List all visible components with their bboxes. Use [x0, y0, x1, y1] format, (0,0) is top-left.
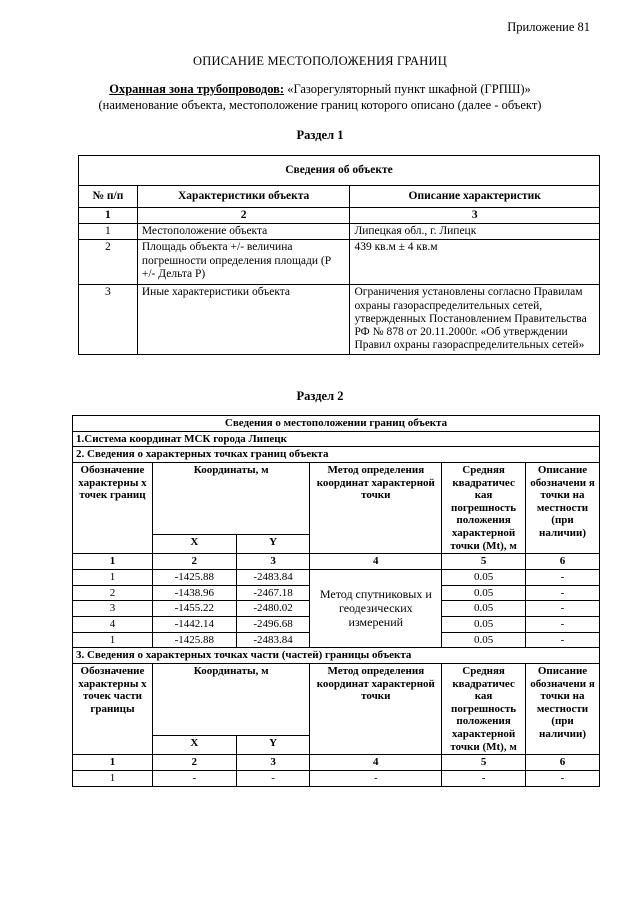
point-accuracy: 0.05 — [442, 616, 526, 632]
row-characteristic: Местоположение объекта — [137, 224, 350, 240]
row-characteristic: Иные характеристики объекта — [137, 285, 350, 354]
point-x: -1425.88 — [152, 632, 236, 648]
point-accuracy: 0.05 — [442, 570, 526, 586]
document-title: ОПИСАНИЕ МЕСТОПОЛОЖЕНИЯ ГРАНИЦ — [193, 54, 447, 68]
header-point-label-part: Обозначение характерны х точек части границы — [73, 663, 153, 754]
header-point-description: Описание обозначени я точки на местности (при наличии) — [526, 663, 600, 754]
col-number: 6 — [526, 554, 600, 570]
coord-system-row: 1.Система координат МСК города Липецк — [73, 431, 600, 447]
object-line — [0, 82, 640, 97]
part-point-description: - — [526, 771, 600, 787]
point-x: -1425.88 — [152, 570, 236, 586]
point-y: -2483.84 — [236, 570, 310, 586]
row-number: 1 — [79, 224, 138, 240]
table-row — [79, 224, 600, 240]
point-number: 1 — [73, 632, 153, 648]
row-characteristic: Площадь объекта +/- величина погрешности определения площади (P +/- Дельта P) — [137, 240, 350, 285]
part-point-accuracy: - — [442, 771, 526, 787]
part-point-x: - — [152, 771, 236, 787]
header-coords: Координаты, м — [152, 663, 310, 735]
point-description: - — [526, 632, 600, 648]
point-y: -2496.68 — [236, 616, 310, 632]
table-row — [79, 285, 600, 354]
point-method: Метод спутниковых и геодезических измерений — [310, 570, 442, 648]
point-accuracy: 0.05 — [442, 632, 526, 648]
table-row — [73, 570, 600, 586]
point-y: -2480.02 — [236, 601, 310, 617]
point-number: 3 — [73, 601, 153, 617]
boundary-table-title: Сведения о местоположении границ объекта — [73, 416, 600, 432]
header-accuracy: Средняя квадратичес кая погрешность положения характерной точки (Mt), м — [442, 462, 526, 553]
col-number: 3 — [350, 208, 600, 224]
header-description: Описание характеристик — [350, 186, 600, 208]
point-description: - — [526, 616, 600, 632]
col-number: 3 — [236, 755, 310, 771]
point-y: -2483.84 — [236, 632, 310, 648]
part-point-number: 1 — [73, 771, 153, 787]
header-y: Y — [236, 534, 310, 553]
point-x: -1442.14 — [152, 616, 236, 632]
point-number: 1 — [73, 570, 153, 586]
point-y: -2467.18 — [236, 585, 310, 601]
col-number: 1 — [73, 554, 153, 570]
object-info-table — [78, 155, 600, 355]
col-number: 5 — [442, 554, 526, 570]
point-description: - — [526, 570, 600, 586]
point-description: - — [526, 601, 600, 617]
col-number: 4 — [310, 554, 442, 570]
part3-title: 3. Сведения о характерных точках части (частей) границы объекта — [73, 648, 600, 664]
point-accuracy: 0.05 — [442, 585, 526, 601]
table-row — [79, 240, 600, 285]
row-number: 2 — [79, 240, 138, 285]
part2-title: 2. Сведения о характерных точках границ объекта — [73, 447, 600, 463]
header-method: Метод определения координат характерной точки — [310, 663, 442, 754]
header-point-label: Обозначение характерны х точек границ — [73, 462, 153, 553]
header-point-description: Описание обозначени я точки на местности (при наличии) — [526, 462, 600, 553]
appendix-label: Приложение 81 — [507, 20, 590, 34]
col-number: 1 — [79, 208, 138, 224]
col-number: 2 — [152, 755, 236, 771]
point-accuracy: 0.05 — [442, 601, 526, 617]
header-y: Y — [236, 735, 310, 754]
col-number: 5 — [442, 755, 526, 771]
point-number: 2 — [73, 585, 153, 601]
object-name: «Газорегуляторный пункт шкафной (ГРПШ)» — [284, 82, 531, 96]
col-number: 3 — [236, 554, 310, 570]
header-x: X — [152, 534, 236, 553]
header-number: № п/п — [79, 186, 138, 208]
part-point-method: - — [310, 771, 442, 787]
header-coords: Координаты, м — [152, 462, 310, 534]
point-number: 4 — [73, 616, 153, 632]
point-x: -1455.22 — [152, 601, 236, 617]
object-info-title: Сведения об объекте — [79, 156, 600, 186]
header-x: X — [152, 735, 236, 754]
row-description: Ограничения установлены согласно Правилам охраны газораспределительных сетей, утвержденных Постановлением Правительства РФ № 878 от 20.11.2000г. «Об утверждении Правил охраны газораспределительных сетей» — [350, 285, 600, 354]
section2-title: Раздел 2 — [296, 389, 344, 403]
col-number: 2 — [137, 208, 350, 224]
section1-title: Раздел 1 — [296, 128, 344, 142]
part-point-y: - — [236, 771, 310, 787]
col-number: 1 — [73, 755, 153, 771]
col-number: 2 — [152, 554, 236, 570]
header-method: Метод определения координат характерной точки — [310, 462, 442, 553]
point-x: -1438.96 — [152, 585, 236, 601]
object-note: (наименование объекта, местоположение границ которого описано (далее - объект) — [98, 98, 542, 112]
header-accuracy: Средняя квадратичес кая погрешность положения характерной точки (Mt), м — [442, 663, 526, 754]
col-number: 6 — [526, 755, 600, 771]
row-number: 3 — [79, 285, 138, 354]
col-number: 4 — [310, 755, 442, 771]
row-description: 439 кв.м ± 4 кв.м — [350, 240, 600, 285]
object-type: Охранная зона трубопроводов: — [109, 82, 285, 96]
point-description: - — [526, 585, 600, 601]
row-description: Липецкая обл., г. Липецк — [350, 224, 600, 240]
boundary-table — [72, 415, 600, 787]
header-characteristics: Характеристики объекта — [137, 186, 350, 208]
table-row — [73, 771, 600, 787]
